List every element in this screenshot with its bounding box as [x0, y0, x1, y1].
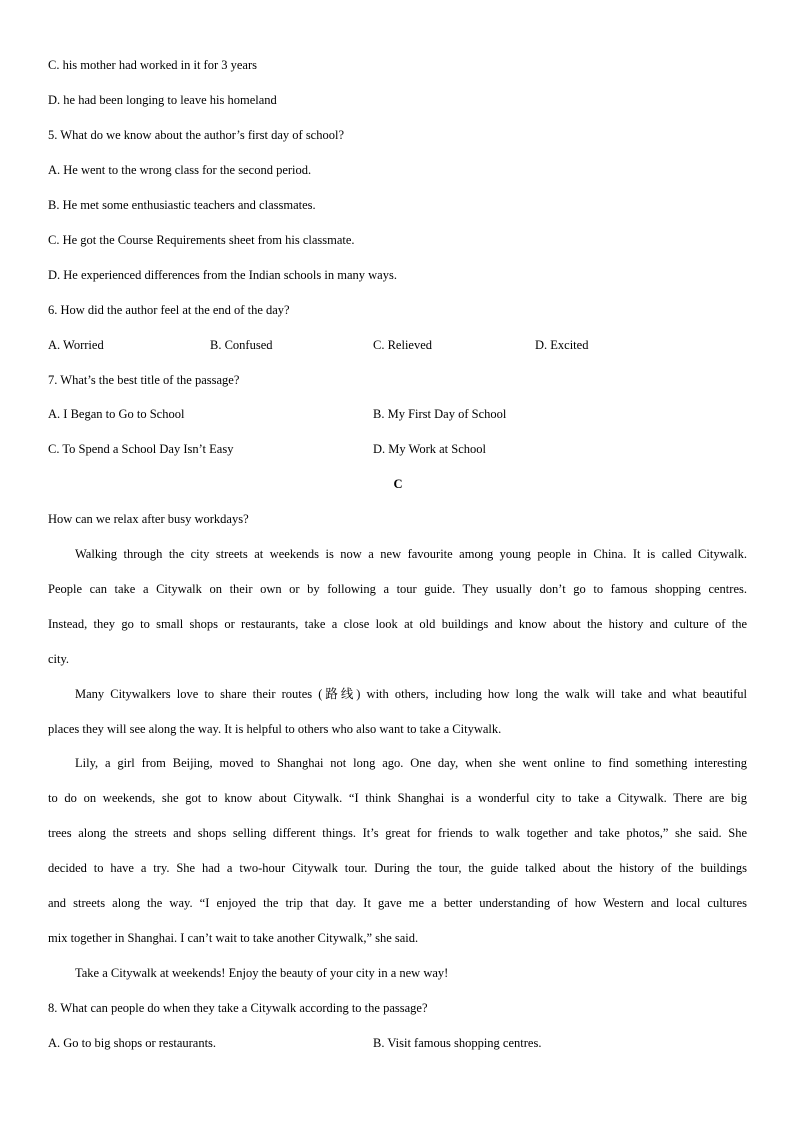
- passage-p2-line1: Many Citywalkers love to share their routes (路线) with others, including how long the walk will take and what beautiful: [75, 687, 747, 701]
- q5-question: 5. What do we know about the author’s first day of school?: [48, 128, 345, 142]
- q5-option-c: C. He got the Course Requirements sheet from his classmate.: [48, 233, 355, 247]
- passage-p3-line5: and streets along the way. “I enjoyed the trip that day. It gave me a better understanding of how Western and local cultures: [48, 896, 747, 910]
- q7-option-a: A. I Began to Go to School: [48, 407, 185, 421]
- q6-option-d: D. Excited: [535, 338, 589, 352]
- passage-p3-line4: decided to have a try. She had a two-hour Citywalk tour. During the tour, the guide talked about the history of the buildings: [48, 861, 747, 875]
- passage-intro: How can we relax after busy workdays?: [48, 512, 249, 526]
- q7-option-d: D. My Work at School: [373, 442, 486, 456]
- q4-option-d: D. he had been longing to leave his homeland: [48, 93, 277, 107]
- q6-option-a: A. Worried: [48, 338, 104, 352]
- passage-p2-line2: places they will see along the way. It is helpful to others who also want to take a Citywalk.: [48, 722, 502, 736]
- q6-option-c: C. Relieved: [373, 338, 433, 352]
- passage-p1-line4: city.: [48, 652, 70, 666]
- q5-option-b: B. He met some enthusiastic teachers and classmates.: [48, 198, 316, 212]
- q7-question: 7. What’s the best title of the passage?: [48, 373, 240, 387]
- q8-question: 8. What can people do when they take a Citywalk according to the passage?: [48, 1001, 428, 1015]
- passage-p3-line6: mix together in Shanghai. I can’t wait to take another Citywalk,” she said.: [48, 931, 419, 945]
- passage-p1-line3: Instead, they go to small shops or restaurants, take a close look at old buildings and know about the history and culture of the: [48, 617, 747, 631]
- q8-option-a: A. Go to big shops or restaurants.: [48, 1036, 217, 1050]
- q6-question: 6. How did the author feel at the end of the day?: [48, 303, 290, 317]
- section-heading: C: [393, 477, 403, 491]
- q5-option-a: A. He went to the wrong class for the second period.: [48, 163, 312, 177]
- passage-p3-line1: Lily, a girl from Beijing, moved to Shanghai not long ago. One day, when she went online to find something interesting: [75, 756, 747, 770]
- passage-p1-line1: Walking through the city streets at weekends is now a new favourite among young people in China. It is called Citywalk.: [75, 547, 747, 561]
- passage-p3-line2: to do on weekends, she got to know about Citywalk. “I think Shanghai is a wonderful city to take a Citywalk. There are big: [48, 791, 747, 805]
- q7-option-c: C. To Spend a School Day Isn’t Easy: [48, 442, 234, 456]
- passage-p3-line3: trees along the streets and shops selling different things. It’s great for friends to walk together and take photos,” she said. She: [48, 826, 747, 840]
- passage-p4: Take a Citywalk at weekends! Enjoy the beauty of your city in a new way!: [75, 966, 449, 980]
- q7-option-b: B. My First Day of School: [373, 407, 507, 421]
- passage-p1-line2: People can take a Citywalk on their own or by following a tour guide. They usually don’t go to famous shopping centres.: [48, 582, 747, 596]
- q5-option-d: D. He experienced differences from the Indian schools in many ways.: [48, 268, 397, 282]
- q8-option-b: B. Visit famous shopping centres.: [373, 1036, 542, 1050]
- q4-option-c: C. his mother had worked in it for 3 years: [48, 58, 257, 72]
- q6-option-b: B. Confused: [210, 338, 273, 352]
